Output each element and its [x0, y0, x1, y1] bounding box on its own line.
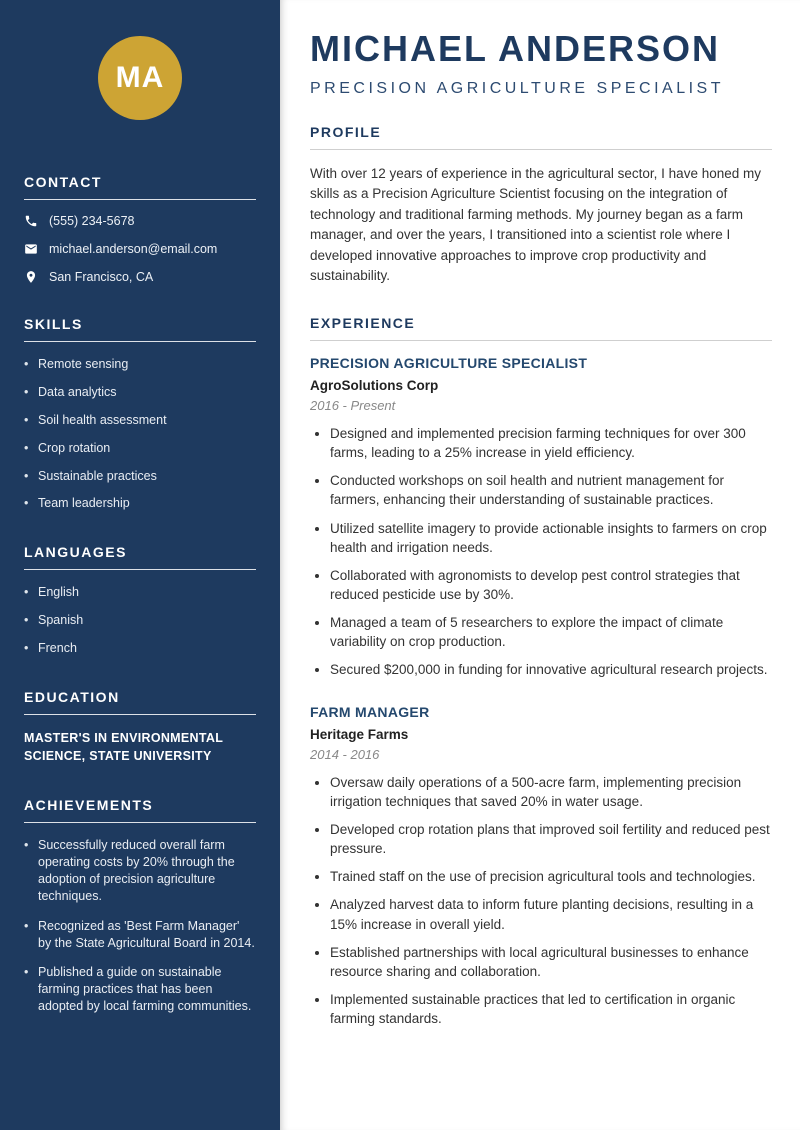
- sidebar: [0, 0, 280, 1130]
- job-bullet-item: • Designed and implemented precision farming techniques for over 300 farms, leading to a 25% increase in yield efficiency.: [330, 424, 772, 462]
- skill-item: • Team leadership: [24, 495, 256, 512]
- job-bullets: [310, 773, 772, 1029]
- achievements-heading: ACHIEVEMENTS: [24, 797, 256, 823]
- job-company: AgroSolutions Corp: [310, 377, 439, 393]
- skills-section: [24, 316, 256, 512]
- experience-job-2: [310, 704, 772, 1029]
- contact-phone-text: (555) 234-5678: [49, 214, 135, 228]
- experience-section: [310, 315, 772, 1028]
- skill-item: • Remote sensing: [24, 356, 256, 373]
- contact-location-row: [24, 270, 256, 284]
- job-bullet-item: • Trained staff on the use of precision agricultural tools and technologies.: [330, 867, 772, 886]
- experience-job-1: [310, 355, 772, 680]
- contact-email-text: michael.anderson@email.com: [49, 242, 218, 256]
- page-title-name: MICHAEL ANDERSON: [310, 28, 721, 69]
- job-dates: 2016 - Present: [310, 397, 396, 413]
- skill-item: • Sustainable practices: [24, 468, 256, 485]
- job-bullet-item: • Managed a team of 5 researchers to explore the impact of climate variability on crop production.: [330, 613, 772, 651]
- job-bullet-item: • Analyzed harvest data to inform future planting decisions, resulting in a 15% increase in overall yield.: [330, 895, 772, 933]
- job-title-subtitle: PRECISION AGRICULTURE SPECIALIST: [310, 79, 724, 97]
- job-bullet-item: • Utilized satellite imagery to provide actionable insights to farmers on crop health and irrigation needs.: [330, 519, 772, 557]
- profile-text: With over 12 years of experience in the agricultural sector, I have honed my skills as a Precision Agriculture Scientist focusing on the integration of technology and traditional farming methods. My journey began as a farm manager, and over the years, I transitioned into a scientist role where I developed innovative approaches to improve crop productivity and sustainability.: [310, 165, 761, 284]
- skills-list: [24, 356, 256, 512]
- contact-location-text: San Francisco, CA: [49, 270, 154, 284]
- skill-item: • Soil health assessment: [24, 412, 256, 429]
- job-bullet-item: • Implemented sustainable practices that led to certification in organic farming standards.: [330, 990, 772, 1028]
- profile-section: [310, 124, 772, 287]
- contact-email-row: [24, 242, 256, 256]
- contact-heading: CONTACT: [24, 174, 256, 200]
- job-bullet-item: • Oversaw daily operations of a 500-acre farm, implementing precision irrigation techniques that saved 20% in water usage.: [330, 773, 772, 811]
- job-bullets: [310, 424, 772, 680]
- languages-section: [24, 544, 256, 657]
- education-degree: MASTER'S IN ENVIRONMENTAL SCIENCE, STATE UNIVERSITY: [24, 730, 223, 763]
- job-title: FARM MANAGER: [310, 703, 430, 720]
- language-item: • English: [24, 584, 256, 601]
- main-content: [280, 0, 800, 1130]
- contact-phone-row: [24, 214, 256, 228]
- achievement-item: • Recognized as 'Best Farm Manager' by the State Agricultural Board in 2014.: [24, 918, 256, 952]
- skills-heading: SKILLS: [24, 316, 256, 342]
- job-bullet-item: • Secured $200,000 in funding for innovative agricultural research projects.: [330, 660, 772, 679]
- experience-heading: EXPERIENCE: [310, 315, 772, 341]
- job-company: Heritage Farms: [310, 726, 409, 742]
- location-icon: [24, 270, 38, 284]
- avatar: [98, 36, 182, 120]
- avatar-initials: MA: [115, 61, 165, 94]
- education-section: [24, 689, 256, 765]
- profile-heading: PROFILE: [310, 124, 772, 150]
- languages-heading: LANGUAGES: [24, 544, 256, 570]
- achievements-list: [24, 837, 256, 1015]
- job-bullet-item: • Established partnerships with local agricultural businesses to enhance resource sharing and collaboration.: [330, 943, 772, 981]
- language-item: • French: [24, 640, 256, 657]
- achievements-section: [24, 797, 256, 1015]
- phone-icon: [24, 214, 38, 228]
- job-bullet-item: • Collaborated with agronomists to develop pest control strategies that reduced pesticide use by 30%.: [330, 566, 772, 604]
- skill-item: • Data analytics: [24, 384, 256, 401]
- job-title: PRECISION AGRICULTURE SPECIALIST: [310, 354, 588, 371]
- achievement-item: • Published a guide on sustainable farming practices that has been adopted by local farming communities.: [24, 964, 256, 1015]
- language-item: • Spanish: [24, 612, 256, 629]
- skill-item: • Crop rotation: [24, 440, 256, 457]
- languages-list: [24, 584, 256, 657]
- job-bullet-item: • Developed crop rotation plans that improved soil fertility and reduced pest pressure.: [330, 820, 772, 858]
- email-icon: [24, 242, 38, 256]
- education-heading: EDUCATION: [24, 689, 256, 715]
- job-dates: 2014 - 2016: [310, 746, 380, 762]
- job-bullet-item: • Conducted workshops on soil health and nutrient management for farmers, enhancing their understanding of sustainable practices.: [330, 471, 772, 509]
- achievement-item: • Successfully reduced overall farm operating costs by 20% through the adoption of precision agriculture techniques.: [24, 837, 256, 905]
- contact-section: [24, 174, 256, 284]
